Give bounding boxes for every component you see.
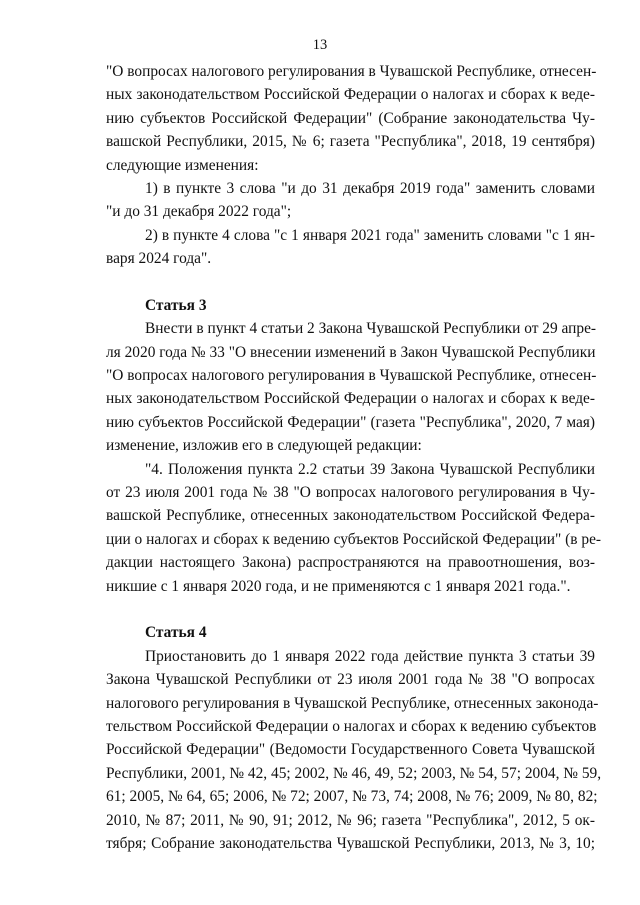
text-line: вашской Республики, 2015, № 6; газета "Республика", 2018, 19 сентября) xyxy=(106,133,595,151)
text-line: тельством Российской Федерации о налогах и сборах к ведению субъектов xyxy=(106,717,597,735)
text-line: ных законодательством Российской Федерации о налогах и сборах к веде- xyxy=(106,390,595,408)
spacer xyxy=(106,598,595,621)
text-line: следующие изменения: xyxy=(106,156,259,174)
amendment-item-2 xyxy=(106,224,595,271)
document-body xyxy=(106,60,602,855)
text-line: изменение, изложив его в следующей редакции: xyxy=(106,437,422,455)
text-line: нию субъектов Российской Федерации" (газета "Республика", 2020, 7 мая) xyxy=(106,413,595,431)
amendment-item-1 xyxy=(106,177,595,224)
text-line: ции о налогах и сборах к ведению субъектов Российской Федерации" (в ре- xyxy=(106,530,602,548)
text-line: дакции настоящего Закона) распространяются на правоотношения, воз- xyxy=(106,554,595,572)
text-line: Приостановить до 1 января 2022 года действие пункта 3 статьи 39 xyxy=(145,647,595,665)
text-line: тября; Собрание законодательства Чувашской Республики, 2013, № 3, 10; xyxy=(106,834,595,852)
article-3-paragraph-1 xyxy=(106,317,595,457)
text-line: "О вопросах налогового регулирования в Чувашской Республике, отнесен- xyxy=(106,367,597,385)
article-4-paragraph-1 xyxy=(106,645,602,856)
text-line: 1) в пункте 3 слова "и до 31 декабря 2019 года" заменить словами xyxy=(145,179,595,197)
text-line: Российской Федерации" (Ведомости Государственного Совета Чувашской xyxy=(106,741,595,759)
article-4-heading: Статья 4 xyxy=(145,624,207,642)
article-3-heading: Статья 3 xyxy=(145,296,207,314)
intro-paragraph xyxy=(106,60,595,177)
text-line: нию субъектов Российской Федерации" (Собрание законодательства Чу- xyxy=(106,109,595,127)
text-line: 2) в пункте 4 слова "с 1 января 2021 года" заменить словами "с 1 ян- xyxy=(145,226,595,244)
text-line: 61; 2005, № 64, 65; 2006, № 72; 2007, № 73, 74; 2008, № 76; 2009, № 80, 82; xyxy=(106,788,598,806)
text-line: никшие с 1 января 2020 года, и не применяются с 1 января 2021 года.". xyxy=(106,577,571,595)
text-line: Республики, 2001, № 42, 45; 2002, № 46, 49, 52; 2003, № 54, 57; 2004, № 59, xyxy=(106,764,602,782)
text-line: вашской Республике, отнесенных законодательством Российской Федера- xyxy=(106,507,595,525)
text-line: Закона Чувашской Республики от 23 июля 2001 года № 38 "О вопросах xyxy=(106,671,595,689)
text-line: "и до 31 декабря 2022 года"; xyxy=(106,203,292,221)
text-line: "О вопросах налогового регулирования в Чувашской Республике, отнесен- xyxy=(106,63,597,80)
text-line: ля 2020 года № 33 "О внесении изменений в Закон Чувашской Республики xyxy=(106,343,596,361)
text-line: варя 2024 года". xyxy=(106,250,212,268)
text-line: Внести в пункт 4 статьи 2 Закона Чувашской Республики от 29 апре- xyxy=(145,320,597,338)
text-line: "4. Положения пункта 2.2 статьи 39 Закона Чувашской Республики xyxy=(145,460,595,478)
text-line: налогового регулирования в Чувашской Республике, отнесенных законода- xyxy=(106,694,599,712)
spacer xyxy=(106,271,595,294)
text-line: от 23 июля 2001 года № 38 "О вопросах налогового регулирования в Чу- xyxy=(106,484,595,502)
text-line: 2010, № 87; 2011, № 90, 91; 2012, № 96; газета "Республика", 2012, 5 ок- xyxy=(106,811,595,829)
page-number: 13 xyxy=(312,37,328,53)
article-3-paragraph-2 xyxy=(106,458,602,598)
text-line: ных законодательством Российской Федерации о налогах и сборах к веде- xyxy=(106,86,595,104)
